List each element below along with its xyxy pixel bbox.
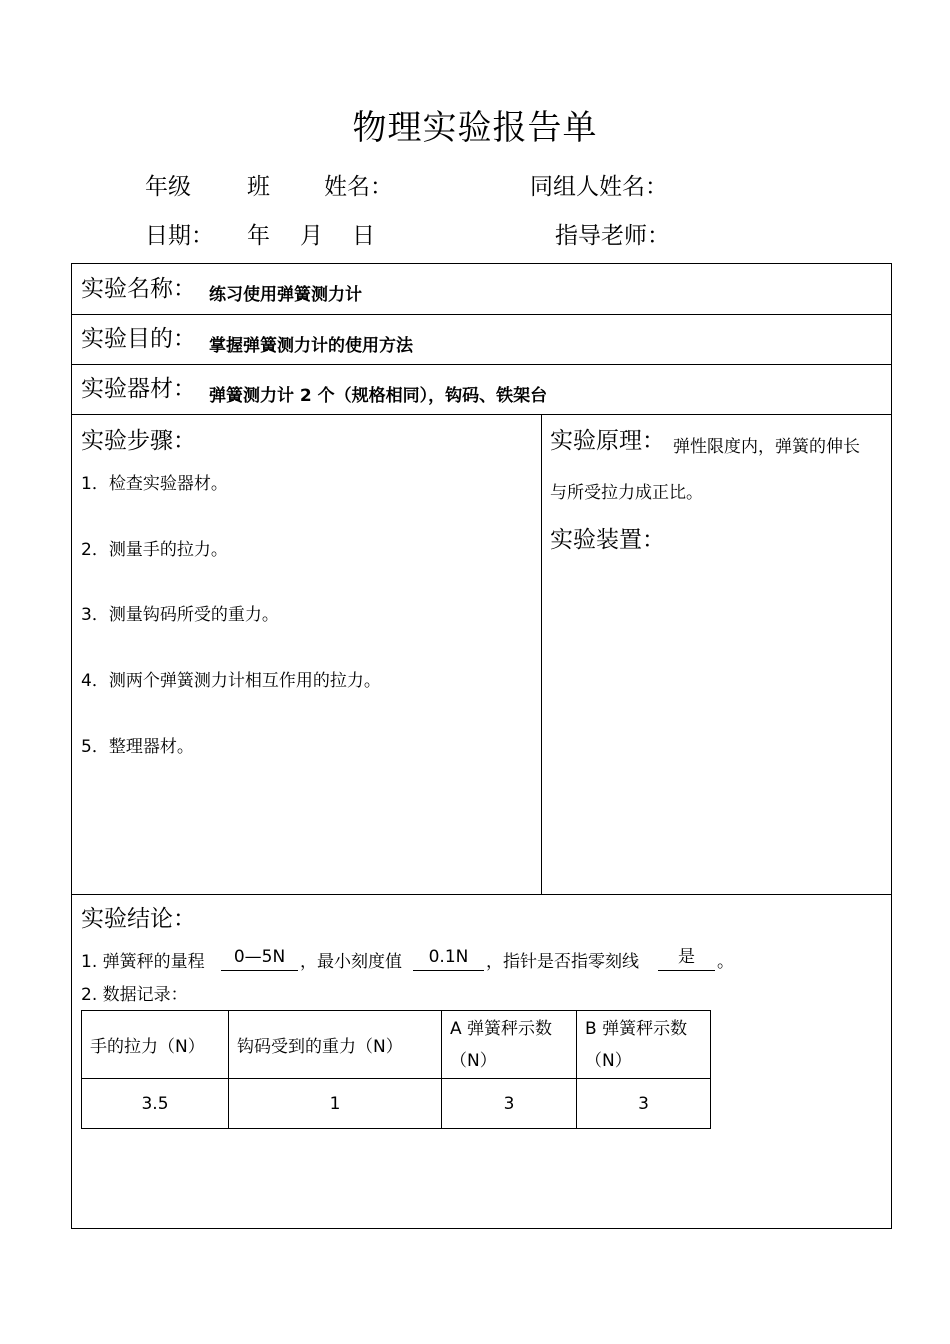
- group-name-label: 同组人姓名：: [530, 174, 668, 200]
- year-label: 年: [247, 223, 270, 249]
- principle-text-line2: 与所受拉力成正比。: [550, 483, 703, 503]
- steps-label: 实验步骤：: [81, 428, 196, 454]
- step-item: 5．整理器材。: [81, 737, 194, 757]
- month-label: 月: [300, 223, 323, 249]
- page-title: 物理实验报告单: [352, 108, 598, 148]
- day-label: 日: [352, 223, 375, 249]
- conclusion-q1-text: ，指针是否指零刻线: [486, 952, 639, 972]
- table-header-cell: [577, 1011, 711, 1079]
- teacher-label: 指导老师：: [555, 223, 670, 249]
- step-item: 4．测两个弹簧测力计相互作用的拉力。: [81, 671, 381, 691]
- table-cell: 1: [229, 1079, 442, 1129]
- table-header-cell: 钩码受到的重力（N）: [229, 1011, 442, 1079]
- min-scale-blank: 0.1N: [413, 946, 484, 971]
- experiment-name-label: 实验名称：: [81, 276, 196, 302]
- grade-label: 年级: [145, 174, 191, 200]
- experiment-name-value: 练习使用弹簧测力计: [209, 285, 362, 305]
- step-item: 3．测量钩码所受的重力。: [81, 605, 279, 625]
- equipment-label: 实验器材：: [81, 376, 196, 402]
- device-label: 实验装置：: [550, 527, 665, 553]
- table-header-cell: 手的拉力（N）: [82, 1011, 229, 1079]
- table-header-cell: [442, 1011, 577, 1079]
- range-blank: 0—5N: [221, 946, 298, 971]
- table-header-row: [82, 1011, 711, 1079]
- equipment-value: 弹簧测力计 2 个（规格相同），钩码、铁架台: [209, 386, 548, 406]
- data-table: [81, 1010, 711, 1129]
- table-row: [82, 1079, 711, 1129]
- step-item: 1．检查实验器材。: [81, 474, 228, 494]
- data-record-label: 2. 数据记录：: [81, 985, 188, 1005]
- conclusion-q1-end: 。: [717, 952, 734, 972]
- experiment-purpose-value: 掌握弹簧测力计的使用方法: [209, 336, 413, 356]
- conclusion-label: 实验结论：: [81, 906, 196, 932]
- experiment-purpose-label: 实验目的：: [81, 326, 196, 352]
- date-label: 日期：: [145, 223, 214, 249]
- conclusion-q1-text: ，最小刻度值: [300, 952, 402, 972]
- step-item: 2．测量手的拉力。: [81, 540, 228, 560]
- table-cell: 3: [577, 1079, 711, 1129]
- principle-text-line1: 弹性限度内，弹簧的伸长: [673, 437, 860, 457]
- conclusion-q1-text: 1. 弹簧秤的量程: [81, 952, 205, 972]
- table-header-unit: （N）: [450, 1050, 497, 1071]
- zero-check-blank: 是: [658, 946, 715, 971]
- table-header-unit: （N）: [585, 1050, 632, 1071]
- class-label: 班: [247, 174, 270, 200]
- table-cell: 3.5: [82, 1079, 229, 1129]
- name-label: 姓名：: [324, 174, 393, 200]
- table-header-text: B 弹簧秤示数: [585, 1018, 688, 1039]
- table-cell: 3: [442, 1079, 577, 1129]
- principle-label: 实验原理：: [550, 428, 665, 454]
- table-header-text: A 弹簧秤示数: [450, 1018, 553, 1039]
